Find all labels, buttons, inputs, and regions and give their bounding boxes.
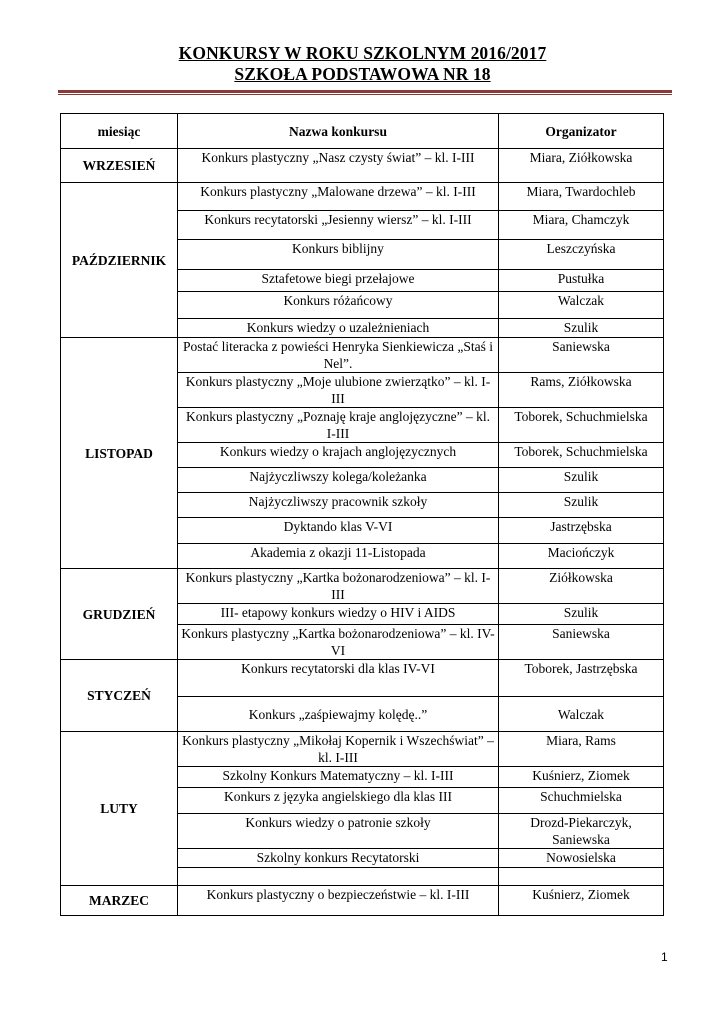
organizer-cell: Walczak [499, 292, 664, 319]
organizer-cell: Drozd-Piekarczyk, Saniewska [499, 814, 664, 849]
contest-cell: Konkurs plastyczny „Kartka bożonarodzeniowa” – kl. I-III [178, 569, 499, 604]
month-cell: LISTOPAD [61, 338, 178, 569]
header-rule-thick [58, 90, 672, 93]
document-header [0, 43, 725, 85]
organizer-cell: Miara, Ziółkowska [499, 149, 664, 183]
contest-cell: Konkurs plastyczny „Poznaję kraje anglojęzyczne” – kl. I-III [178, 408, 499, 443]
contest-cell: Konkurs recytatorski „Jesienny wiersz” – kl. I-III [178, 211, 499, 240]
column-header-contest: Nazwa konkursu [178, 114, 499, 149]
organizer-cell: Szulik [499, 493, 664, 518]
contest-cell: Konkurs wiedzy o krajach anglojęzycznych [178, 443, 499, 468]
column-header-organizer: Organizator [499, 114, 664, 149]
month-cell: LUTY [61, 732, 178, 886]
organizer-cell: Maciończyk [499, 544, 664, 569]
organizer-cell: Schuchmielska [499, 788, 664, 814]
table-row [61, 183, 664, 211]
organizer-cell: Miara, Chamczyk [499, 211, 664, 240]
contest-cell: Konkurs biblijny [178, 240, 499, 270]
organizer-cell: Saniewska [499, 338, 664, 373]
organizer-cell: Nowosielska [499, 849, 664, 868]
month-cell: PAŹDZIERNIK [61, 183, 178, 338]
contest-cell: Konkurs z języka angielskiego dla klas III [178, 788, 499, 814]
organizer-cell: Rams, Ziółkowska [499, 373, 664, 408]
organizer-cell: Kuśnierz, Ziomek [499, 767, 664, 788]
contest-cell [178, 868, 499, 886]
contest-cell: Konkurs różańcowy [178, 292, 499, 319]
page-number: 1 [661, 950, 668, 964]
organizer-cell: Saniewska [499, 625, 664, 660]
school-name: SZKOŁA PODSTAWOWA NR 18 [234, 64, 491, 84]
table-row [61, 149, 664, 183]
month-cell: GRUDZIEŃ [61, 569, 178, 660]
header-rule-thin [58, 94, 672, 95]
contest-cell: Szkolny Konkurs Matematyczny – kl. I-III [178, 767, 499, 788]
organizer-cell: Walczak [499, 697, 664, 732]
contest-cell: III- etapowy konkurs wiedzy o HIV i AIDS [178, 604, 499, 625]
table-row [61, 886, 664, 916]
contest-cell: Konkurs plastyczny „Moje ulubione zwierzątko” – kl. I-III [178, 373, 499, 408]
contest-cell: Konkurs plastyczny o bezpieczeństwie – kl. I-III [178, 886, 499, 916]
organizer-cell: Leszczyńska [499, 240, 664, 270]
contest-cell: Konkurs plastyczny „Malowane drzewa” – kl. I-III [178, 183, 499, 211]
contest-cell: Szkolny konkurs Recytatorski [178, 849, 499, 868]
month-cell: STYCZEŃ [61, 660, 178, 732]
organizer-cell: Ziółkowska [499, 569, 664, 604]
contest-cell: Konkurs „zaśpiewajmy kolędę..” [178, 697, 499, 732]
table-row [61, 338, 664, 373]
organizer-cell: Miara, Twardochleb [499, 183, 664, 211]
organizer-cell: Szulik [499, 604, 664, 625]
organizer-cell: Toborek, Jastrzębska [499, 660, 664, 697]
organizer-cell: Toborek, Schuchmielska [499, 443, 664, 468]
organizer-cell [499, 868, 664, 886]
contest-cell: Postać literacka z powieści Henryka Sienkiewicza „Staś i Nel”. [178, 338, 499, 373]
organizer-cell: Kuśnierz, Ziomek [499, 886, 664, 916]
organizer-cell: Pustułka [499, 270, 664, 292]
month-cell: WRZESIEŃ [61, 149, 178, 183]
contest-cell: Konkurs wiedzy o uzależnieniach [178, 319, 499, 338]
contest-cell: Najżyczliwszy kolega/koleżanka [178, 468, 499, 493]
table-header-row [61, 114, 664, 149]
document-title: KONKURSY W ROKU SZKOLNYM 2016/2017 [178, 43, 547, 63]
contest-cell: Konkurs recytatorski dla klas IV-VI [178, 660, 499, 697]
organizer-cell: Szulik [499, 468, 664, 493]
contest-cell: Konkurs plastyczny „Mikołaj Kopernik i Wszechświat” – kl. I-III [178, 732, 499, 767]
contest-cell: Akademia z okazji 11-Listopada [178, 544, 499, 569]
month-cell: MARZEC [61, 886, 178, 916]
organizer-cell: Miara, Rams [499, 732, 664, 767]
table-row [61, 569, 664, 604]
table-row [61, 660, 664, 697]
organizer-cell: Szulik [499, 319, 664, 338]
organizer-cell: Toborek, Schuchmielska [499, 408, 664, 443]
contest-cell: Konkurs wiedzy o patronie szkoły [178, 814, 499, 849]
contest-cell: Najżyczliwszy pracownik szkoły [178, 493, 499, 518]
contest-cell: Konkurs plastyczny „Kartka bożonarodzeniowa” – kl. IV-VI [178, 625, 499, 660]
organizer-cell: Jastrzębska [499, 518, 664, 544]
contest-table [60, 113, 664, 916]
contest-cell: Sztafetowe biegi przełajowe [178, 270, 499, 292]
contest-cell: Konkurs plastyczny „Nasz czysty świat” – kl. I-III [178, 149, 499, 183]
contest-cell: Dyktando klas V-VI [178, 518, 499, 544]
table-row [61, 732, 664, 767]
column-header-month: miesiąc [61, 114, 178, 149]
